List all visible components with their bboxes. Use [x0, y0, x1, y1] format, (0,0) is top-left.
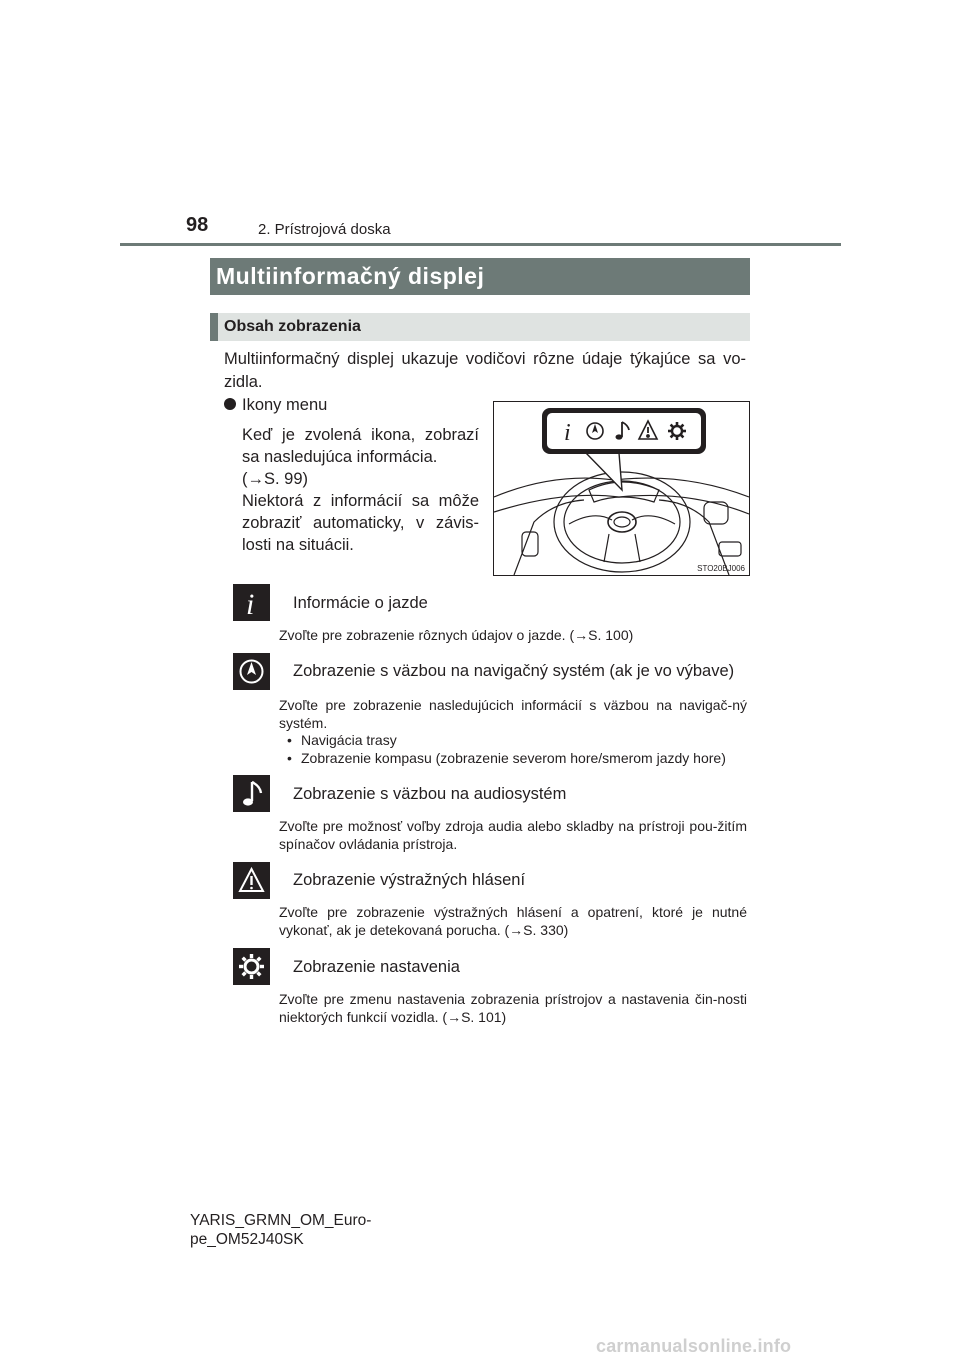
navigation-icon — [233, 653, 270, 690]
item-title: Zobrazenie výstražných hlásení — [293, 871, 526, 889]
item-description: Zvoľte pre zmenu nastavenia zobrazenia prístrojov a nastavenia čin-nosti niektorých funkcií vozidla. (→S. 101) — [279, 991, 747, 1025]
item-title: Zobrazenie s väzbou na navigačný systém (ak je vo výbave) — [293, 662, 735, 680]
menu-icons-body — [242, 424, 479, 556]
page-number: 98 — [186, 214, 209, 236]
item-description-text: Zvoľte pre zobrazenie nasledujúcich informácií s väzbou na navigač-ný systém. — [279, 697, 747, 731]
item-description: Zvoľte pre zobrazenie rôznych údajov o jazde. (→S. 100) — [279, 627, 634, 643]
section-title: Multiinformačný displej — [210, 258, 750, 295]
dashboard-illustration — [493, 401, 750, 576]
menu-icons-body-line: (→S. 99) — [242, 470, 309, 488]
illustration-code: STO20BJ006 — [697, 564, 745, 573]
item-title: Informácie o jazde — [293, 594, 428, 612]
list-item: • Zobrazenie kompasu (zobrazenie severom hore/smerom jazdy hore) — [279, 750, 747, 768]
chapter-title: 2. Prístrojová doska — [258, 221, 391, 238]
svg-text:i: i — [564, 420, 571, 446]
menu-icons-title: Ikony menu — [242, 396, 328, 414]
svg-text:i: i — [246, 588, 255, 621]
menu-icons-body-line: Keď je zvolená ikona, zobrazí sa nasledujúca informácia. — [242, 426, 479, 466]
list-item: • Navigácia trasy — [279, 732, 747, 750]
footer-line: pe_OM52J40SK — [190, 1231, 304, 1248]
item-description: Zvoľte pre možnosť voľby zdroja audia alebo skladby na prístroji pou-žitím spínačov ovládania prístroja. — [279, 818, 747, 852]
music-note-icon — [233, 775, 270, 812]
header-rule — [120, 243, 841, 246]
gear-icon — [233, 948, 270, 985]
watermark: carmanualsonline.info — [596, 1336, 792, 1356]
item-title: Zobrazenie nastavenia — [293, 958, 460, 976]
subsection-title: Obsah zobrazenia — [210, 313, 750, 341]
item-title: Zobrazenie s väzbou na audiosystém — [293, 785, 567, 803]
footer-line: YARIS_GRMN_OM_Euro- — [190, 1212, 372, 1229]
warning-icon — [233, 862, 270, 899]
intro-paragraph: Multiinformačný displej ukazuje vodičovi rôzne údaje týkajúce sa vo-zidla. — [224, 350, 746, 391]
item-description — [279, 697, 747, 767]
bullet-icon — [224, 398, 236, 410]
item-description: Zvoľte pre zobrazenie výstražných hlásení a opatrení, ktoré je nutné vykonať, ak je detekovaná porucha. (→S. 330) — [279, 904, 747, 938]
dashboard-drawing — [494, 402, 749, 575]
menu-icons-body-line: Niektorá z informácií sa môže zobraziť automaticky, v závis-losti na situácii. — [242, 492, 479, 554]
footer-doc-id — [190, 1211, 371, 1249]
info-icon — [233, 584, 270, 621]
